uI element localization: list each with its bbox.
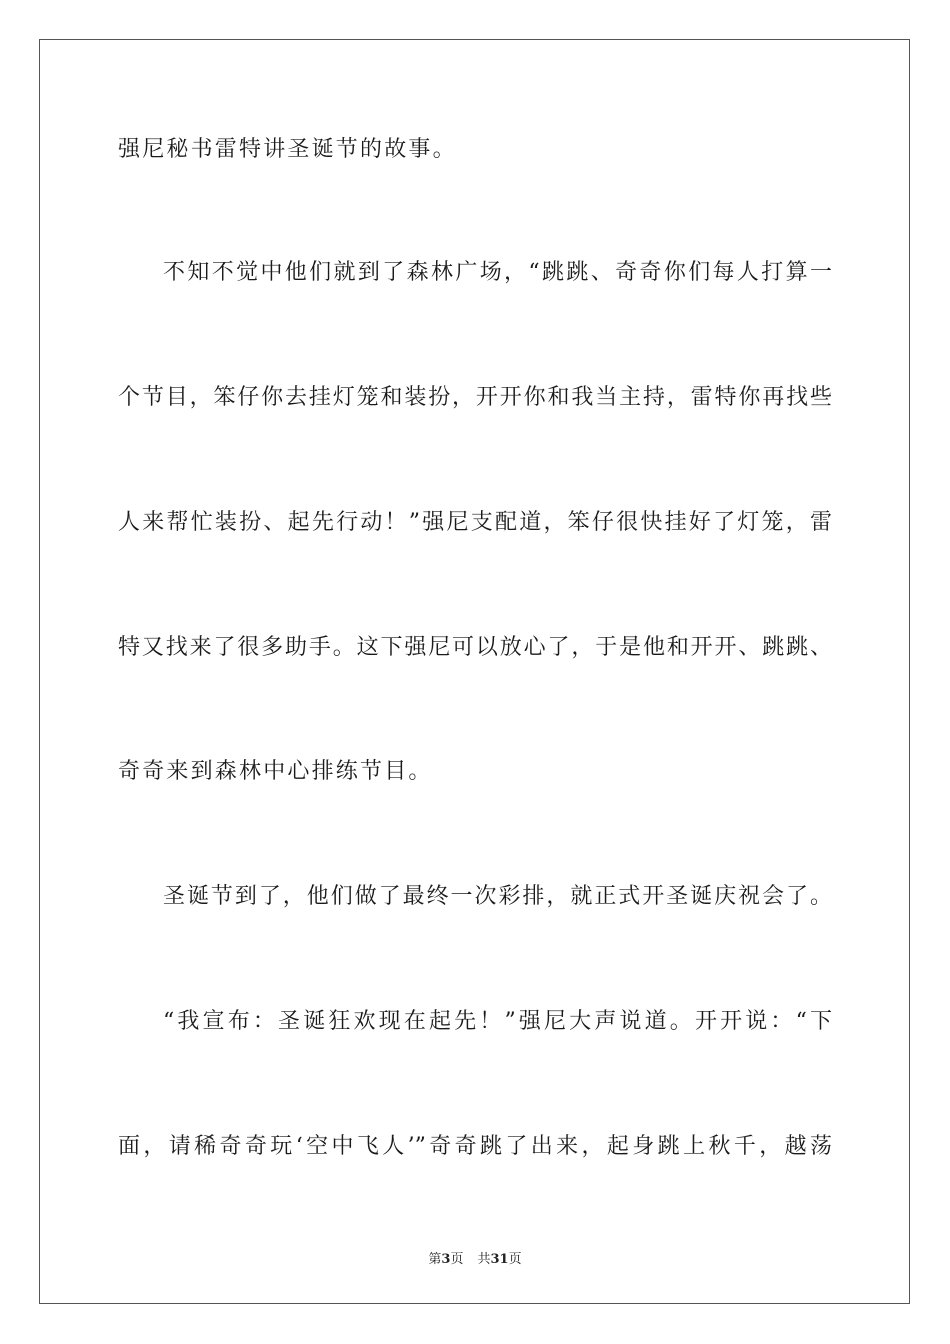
text-line-7: 圣诞节到了，他们做了最终一次彩排，就正式开圣诞庆祝会了。 xyxy=(163,884,832,909)
text-line-1: 强尼秘书雷特讲圣诞节的故事。 xyxy=(118,137,457,162)
page-prefix: 第 xyxy=(428,1252,442,1267)
text-line-2: 不知不觉中他们就到了森林广场，“跳跳、奇奇你们每人打算一 xyxy=(163,260,832,285)
text-line-3: 个节目，笨仔你去挂灯笼和装扮，开开你和我当主持，雷特你再找些 xyxy=(118,385,832,410)
text-line-5: 特又找来了很多助手。这下强尼可以放心了，于是他和开开、跳跳、 xyxy=(118,635,832,660)
page-footer xyxy=(0,1248,950,1267)
text-line-8: “我宣布：圣诞狂欢现在起先！”强尼大声说道。开开说：“下 xyxy=(163,1009,832,1034)
page-number: 3 xyxy=(441,1252,451,1267)
text-line-4: 人来帮忙装扮、起先行动！”强尼支配道，笨仔很快挂好了灯笼，雷 xyxy=(118,510,832,535)
text-line-6: 奇奇来到森林中心排练节目。 xyxy=(118,759,433,784)
total-prefix: 共 xyxy=(477,1252,491,1267)
total-suffix: 页 xyxy=(508,1252,522,1267)
total-pages: 31 xyxy=(490,1252,509,1267)
page-suffix: 页 xyxy=(450,1252,464,1267)
text-line-9: 面，请稀奇奇玩‘空中飞人’”奇奇跳了出来，起身跳上秋千，越荡 xyxy=(118,1134,832,1159)
page-border xyxy=(39,39,910,1304)
